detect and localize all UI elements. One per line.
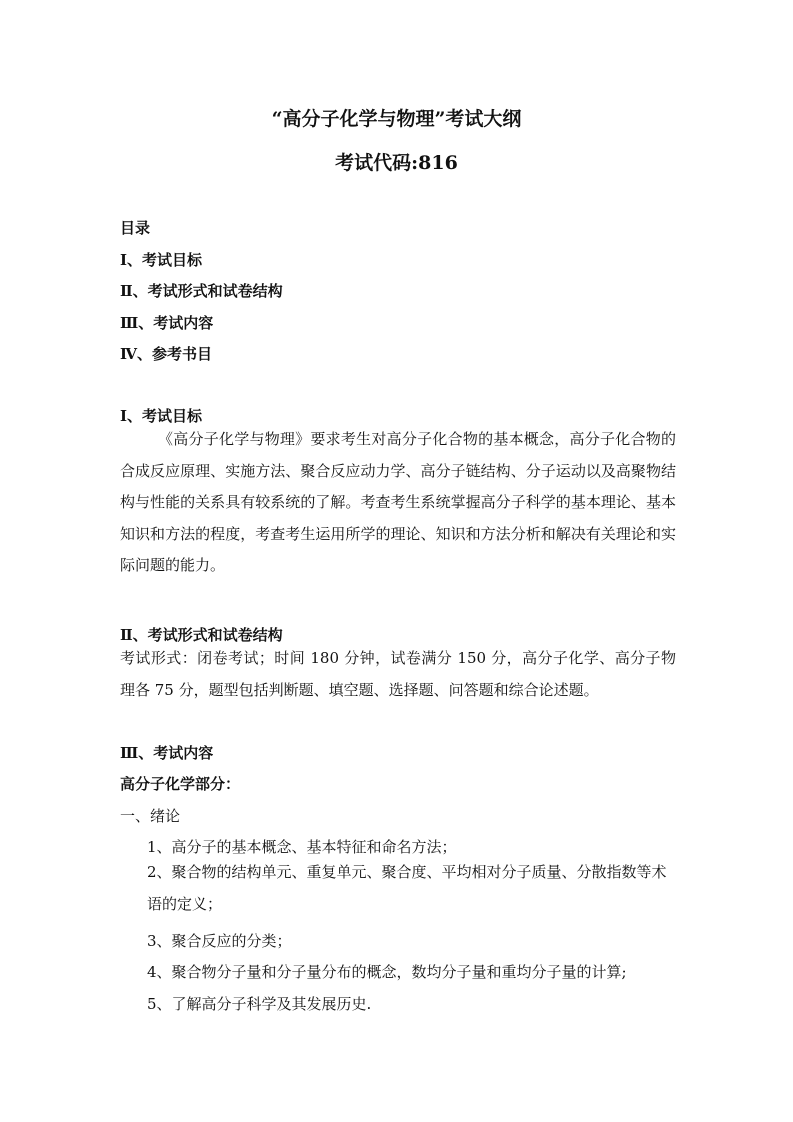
- section-1-body: [120, 424, 676, 582]
- toc-item-4: Ⅳ、参考书目: [120, 345, 213, 363]
- content-item-4: 4、聚合物分子量和分子量分布的概念，数均分子量和重均分子量的计算;: [147, 963, 627, 981]
- section-2-paragraph: 考试形式：闭卷考试；时间 180 分钟，试卷满分 150 分，高分子化学、高分子物理各 75 分，题型包括判断题、填空题、选择题、问答题和综合论述题。: [120, 649, 676, 699]
- toc-item-1: Ⅰ、考试目标: [120, 251, 203, 269]
- exam-code: 考试代码:816: [335, 152, 458, 174]
- toc-item-2: Ⅱ、考试形式和试卷结构: [120, 282, 283, 300]
- section-2-heading: Ⅱ、考试形式和试卷结构: [120, 626, 283, 644]
- content-item-5: 5、了解高分子科学及其发展历史.: [147, 995, 372, 1013]
- document-title: “高分子化学与物理”考试大纲: [271, 108, 522, 130]
- content-item-3: 3、聚合反应的分类；: [147, 932, 292, 950]
- toc-item-3: Ⅲ、考试内容: [120, 314, 214, 332]
- content-item-2: 2、聚合物的结构单元、重复单元、聚合度、平均相对分子质量、分散指数等术语的定义；: [147, 863, 667, 913]
- content-item-2-wrap: [147, 857, 672, 920]
- content-item-1: 1、高分子的基本概念、基本特征和命名方法；: [147, 838, 457, 856]
- section-2-body: [120, 643, 676, 706]
- section-1-paragraph: 《高分子化学与物理》要求考生对高分子化合物的基本概念，高分子化合物的合成反应原理、实施方法、聚合反应动力学、高分子链结构、分子运动以及高聚物结构与性能的关系具有较系统的了解。考查考生系统掌握高分子科学的基本理论、基本知识和方法的程度，考查考生运用所学的理论、知识和方法分析和解决有关理论和实际问题的能力。: [120, 430, 676, 574]
- section-1-heading: Ⅰ、考试目标: [120, 407, 203, 425]
- section-3-heading: Ⅲ、考试内容: [120, 744, 214, 762]
- part-heading: 高分子化学部分：: [120, 775, 241, 793]
- chapter-heading: 一、绪论: [120, 807, 181, 825]
- toc-heading: 目录: [120, 219, 151, 237]
